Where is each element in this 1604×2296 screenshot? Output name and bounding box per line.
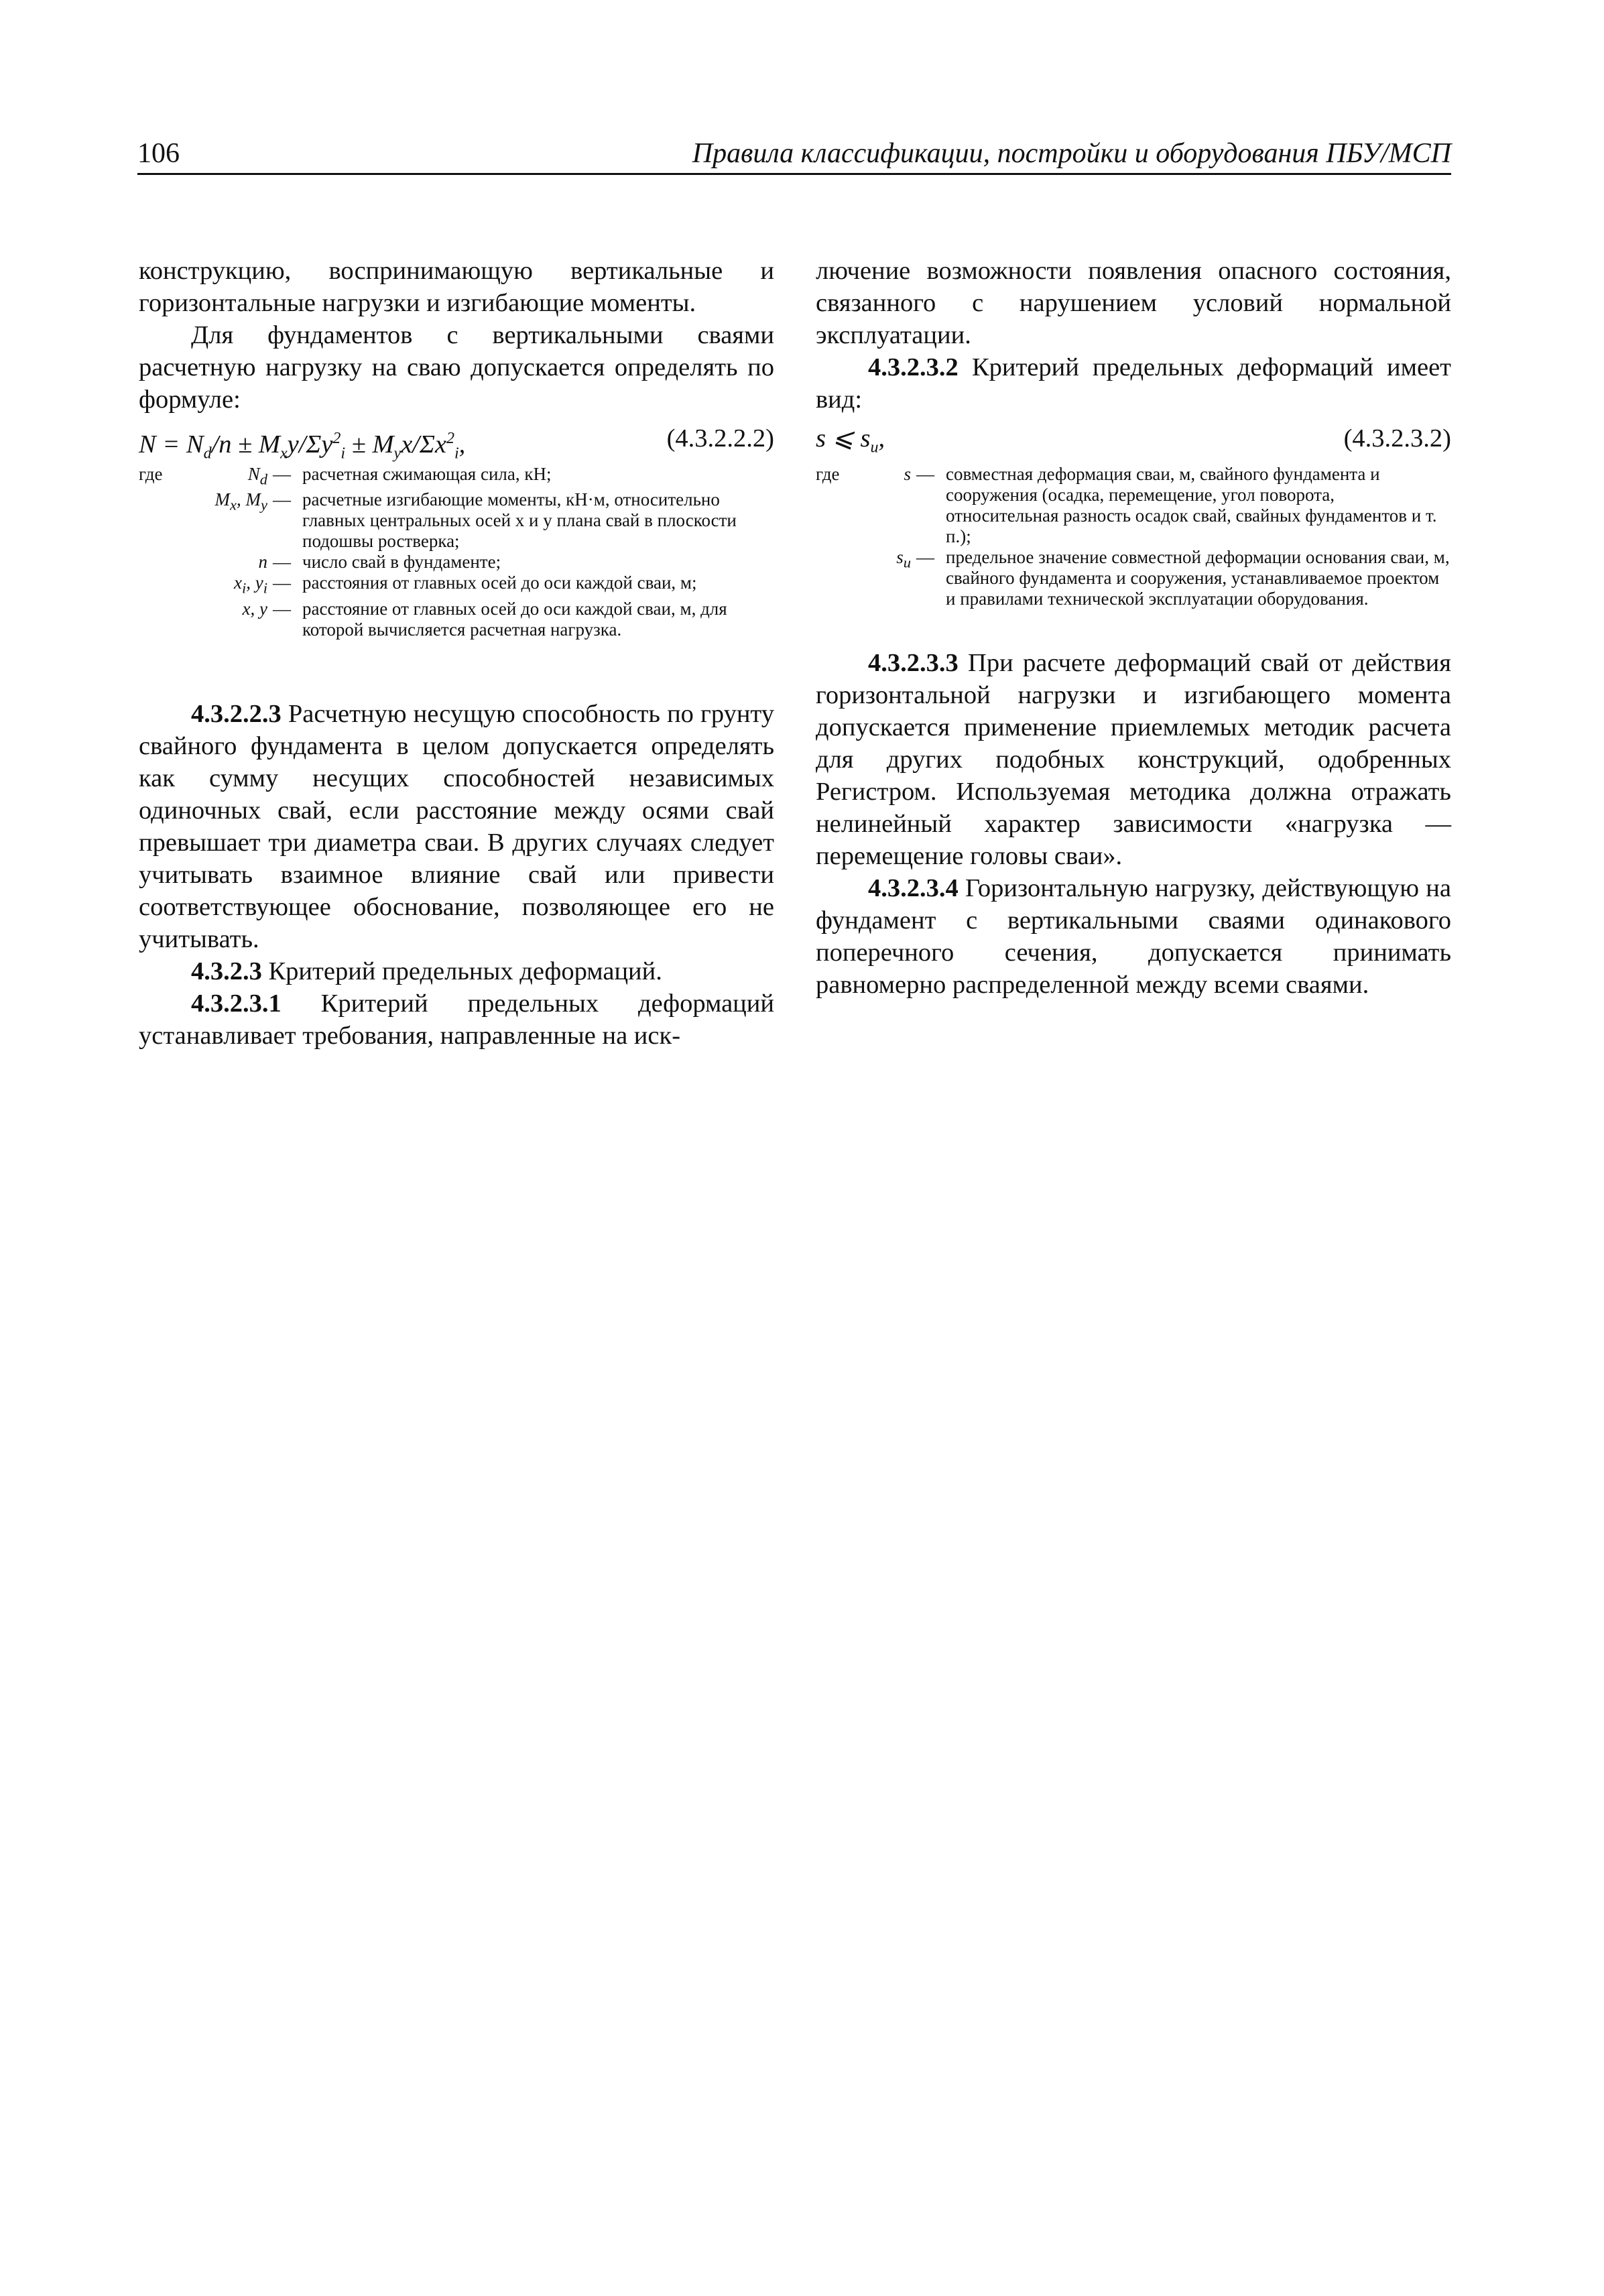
legend-symbol: $N_d$: [247, 464, 267, 488]
legend-text: расстояние от главных осей до оси каждой сваи, м, для которой вычисляется расчетная нагрузка.: [302, 598, 727, 640]
section-4-3-2-3: [139, 955, 774, 987]
formula-pile-load: [139, 422, 774, 463]
page-header: [137, 137, 1451, 178]
legend-symbol: $x_i$, $y_i$: [234, 572, 267, 597]
section-number: 4.3.2.2.3: [191, 699, 282, 728]
legend-where: где: [816, 464, 840, 484]
legend-text: расчетная сжимающая сила, кН;: [302, 464, 552, 484]
section-text: Расчетную несущую способность по грунту свайного фундамента в целом допускается определять как сумму несущих способностей независимых одиночных свай, если расстояние между осями свай превышает три диаметра сваи. В других случаях следует учитывать взаимное влияние свай или привести соответствующее обоснование, позволяющее его не учитывать.: [139, 699, 774, 953]
formula-legend: [816, 464, 1451, 609]
legend-symbol: s: [904, 464, 911, 484]
legend-text: расчетные изгибающие моменты, кН·м, относительно главных центральных осей x и y плана свай в плоскости подошвы ростверка;: [302, 489, 737, 552]
section-text: При расчете деформаций свай от действия горизонтальной нагрузки и изгибающего момента допускается применение приемлемых методик расчета для других подобных конструкций, одобренных Регистром. Используемая методика должна отражать нелинейный характер зависимости «нагрузка — перемещение головы сваи».: [816, 649, 1451, 870]
section-4-3-2-3-1: [139, 987, 774, 1052]
legend-symbol: $s_u$: [896, 547, 911, 571]
legend-item: $x_i$, $y_i$ — расстояния от главных осей до оси каждой сваи, м;: [139, 572, 774, 598]
formula-number: (4.3.2.3.2): [1343, 424, 1451, 452]
header-rule: [137, 173, 1451, 175]
legend-text: расстояния от главных осей до оси каждой сваи, м;: [302, 572, 697, 593]
legend-symbol: $M_x$, $M_y$: [214, 489, 267, 513]
legend-item: $M_x$, $M_y$ — расчетные изгибающие моменты, кН·м, относительно главных центральных осей x и y плана свай в плоскости подошвы ростверка;: [139, 489, 774, 552]
legend-where: где: [139, 464, 163, 484]
section-number: 4.3.2.3.2: [868, 353, 959, 381]
section-text: Критерий предельных деформаций устанавливает требования, направленные на иск-: [139, 989, 774, 1050]
section-text: Горизонтальную нагрузку, действующую на фундамент с вертикальными сваями одинакового поперечного сечения, допускается принимать равномерно распределенной между всеми сваями.: [816, 874, 1451, 999]
page-number: 106: [137, 138, 180, 169]
section-number: 4.3.2.3.1: [191, 989, 282, 1018]
left-column: [139, 255, 774, 1052]
legend-item: где $N_d$ — расчетная сжимающая сила, кН;: [139, 464, 774, 489]
legend-text: предельное значение совместной деформации основания сваи, м, свайного фундамента и сооружения, устанавливаемое проектом и правилами технической эксплуатации оборудования.: [946, 547, 1450, 609]
formula-deformation: [816, 422, 1451, 459]
section-number: 4.3.2.3.4: [868, 874, 959, 902]
section-number: 4.3.2.3: [191, 957, 262, 985]
paragraph: лючение возможности появления опасного состояния, связанного с нарушением условий нормальной эксплуатации.: [816, 257, 1451, 349]
paragraph: конструкцию, воспринимающую вертикальные и горизонтальные нагрузки и изгибающие моменты.: [139, 257, 774, 317]
legend-item: $s_u$ — предельное значение совместной деформации основания сваи, м, свайного фундамента и сооружения, устанавливаемое проектом и правилами технической эксплуатации оборудования.: [816, 547, 1451, 609]
formula-number: (4.3.2.2.2): [666, 424, 774, 452]
legend-symbol: x, y: [242, 598, 267, 619]
legend-item: n — число свай в фундаменте;: [139, 552, 774, 572]
running-title: Правила классификации, постройки и оборудования ПБУ/МСП: [692, 138, 1451, 169]
legend-symbol: n: [258, 552, 267, 572]
paragraph: Для фундаментов с вертикальными сваями расчетную нагрузку на сваю допускается определять по формуле:: [139, 321, 774, 414]
formula-expression: $N = N_d/n \pm M_xy/\Sigma y^2_i \pm M_yx/\Sigma x^2_i$,: [139, 430, 466, 463]
section-text: Критерий предельных деформаций.: [261, 957, 662, 985]
legend-item: где s — совместная деформация сваи, м, свайного фундамента и сооружения (осадка, перемещение, угол поворота, относительная разность осадок свай, свайных фундаментов и т. п.);: [816, 464, 1451, 547]
section-4-3-2-3-3: [816, 647, 1451, 872]
section-4-3-2-3-2: [816, 351, 1451, 416]
right-column: [816, 255, 1451, 1001]
section-4-3-2-3-4: [816, 872, 1451, 1001]
formula-legend: [139, 464, 774, 640]
formula-expression: s ⩽ $s_u$,: [816, 424, 885, 457]
section-text: Критерий предельных деформаций имеет вид:: [816, 353, 1451, 414]
legend-text: число свай в фундаменте;: [302, 552, 501, 572]
legend-item: x, y — расстояние от главных осей до оси каждой сваи, м, для которой вычисляется расчетная нагрузка.: [139, 599, 774, 640]
section-4-3-2-2-3: [139, 698, 774, 955]
legend-text: совместная деформация сваи, м, свайного фундамента и сооружения (осадка, перемещение, угол поворота, относительная разность осадок свай, свайных фундаментов и т. п.);: [946, 464, 1437, 546]
section-number: 4.3.2.3.3: [868, 649, 959, 677]
